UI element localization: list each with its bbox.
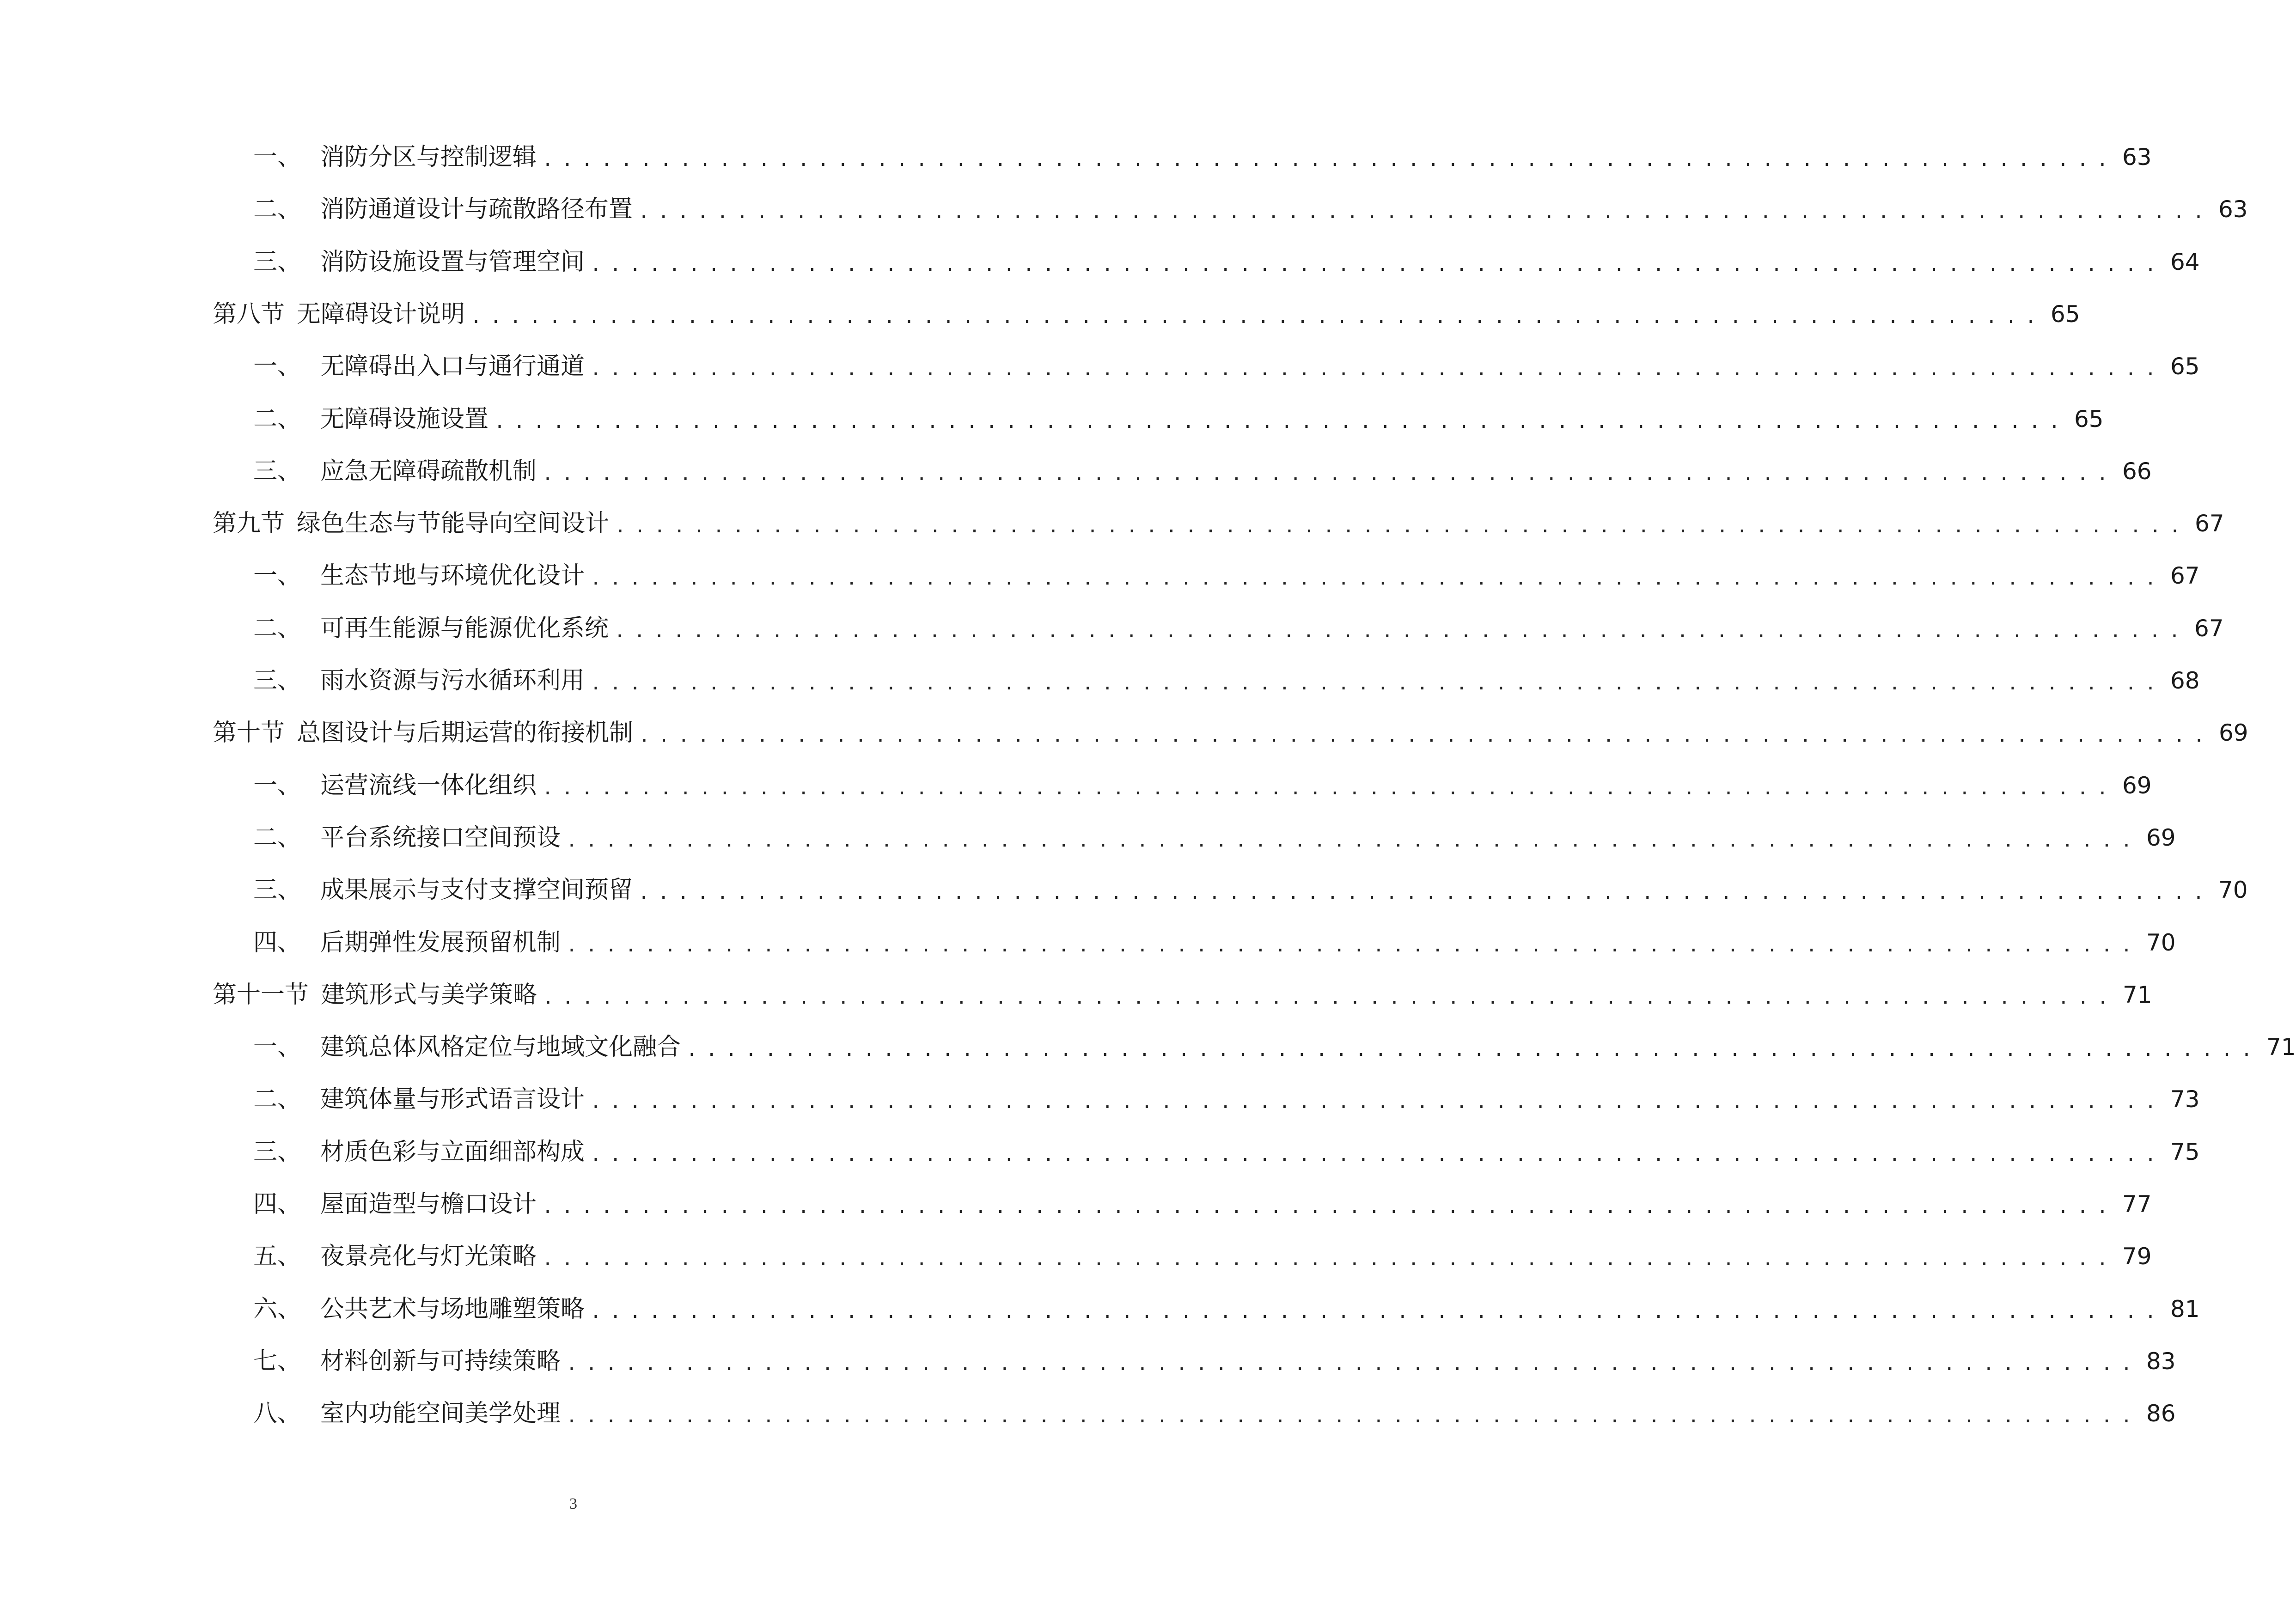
toc-entry-title: 平台系统接口空间预设: [320, 823, 561, 852]
toc-dot-leader: ................................................................................: [494, 411, 2069, 433]
toc-entry-number: 一、: [253, 1033, 302, 1061]
toc-subsection-entry[interactable]: [253, 1079, 2200, 1120]
toc-entry-page: 70: [2218, 877, 2248, 904]
toc-entry-number: 二、: [253, 823, 302, 852]
toc-entry-page: 66: [2122, 457, 2152, 485]
toc-dot-leader: ................................................................................: [638, 882, 2213, 904]
toc-section-entry[interactable]: [213, 712, 2248, 754]
toc-entry-title: 室内功能空间美学处理: [320, 1400, 561, 1428]
toc-subsection-entry[interactable]: [253, 189, 2248, 230]
toc-dot-leader: ................................................................................: [543, 987, 2117, 1008]
toc-entry-number: 二、: [253, 614, 302, 642]
toc-entry-number: 四、: [253, 928, 302, 957]
toc-entry-page: 68: [2170, 667, 2200, 694]
toc-subsection-entry[interactable]: [253, 1236, 2152, 1277]
toc-entry-title: 后期弹性发展预留机制: [320, 928, 561, 957]
toc-entry-title: 应急无障碍疏散机制: [320, 457, 537, 485]
toc-entry-number: 一、: [253, 562, 302, 590]
toc-entry-number: 二、: [253, 405, 302, 433]
toc-entry-title: 材质色彩与立面细部构成: [320, 1138, 585, 1166]
toc-entry-page: 65: [2170, 353, 2200, 380]
toc-entry-page: 65: [2074, 405, 2104, 433]
toc-subsection-entry[interactable]: [253, 922, 2176, 963]
toc-entry-number: 七、: [253, 1347, 302, 1375]
toc-entry-number: 第十节: [213, 719, 285, 747]
toc-entry-title: 建筑体量与形式语言设计: [320, 1085, 585, 1114]
toc-dot-leader: ................................................................................: [542, 149, 2117, 171]
toc-entry-title: 总图设计与后期运营的衔接机制: [297, 719, 634, 747]
toc-entry-number: 第八节: [213, 300, 285, 328]
toc-dot-leader: ................................................................................: [566, 934, 2141, 956]
toc-subsection-entry[interactable]: [253, 1288, 2200, 1330]
toc-dot-leader: ................................................................................: [590, 1091, 2165, 1113]
toc-entry-title: 可再生能源与能源优化系统: [320, 614, 609, 642]
toc-dot-leader: ................................................................................: [542, 777, 2117, 799]
toc-subsection-entry[interactable]: [253, 555, 2200, 597]
toc-subsection-entry[interactable]: [253, 608, 2224, 649]
toc-entry-page: 86: [2146, 1400, 2176, 1427]
toc-dot-leader: ................................................................................: [542, 1196, 2117, 1218]
toc-section-entry[interactable]: [213, 974, 2152, 1016]
toc-entry-page: 69: [2218, 719, 2248, 747]
toc-entry-number: 三、: [253, 667, 302, 695]
toc-entry-title: 材料创新与可持续策略: [320, 1347, 561, 1375]
toc-subsection-entry[interactable]: [253, 1026, 2296, 1068]
toc-entry-title: 公共艺术与场地雕塑策略: [320, 1295, 585, 1323]
toc-entry-page: 70: [2146, 929, 2176, 956]
toc-dot-leader: ................................................................................: [639, 725, 2213, 747]
toc-entry-page: 69: [2146, 824, 2176, 851]
toc-entry-title: 无障碍设计说明: [297, 300, 465, 328]
toc-entry-title: 建筑总体风格定位与地域文化融合: [320, 1033, 681, 1061]
toc-entry-page: 67: [2194, 615, 2224, 642]
toc-entry-title: 消防设施设置与管理空间: [320, 248, 585, 276]
toc-entry-title: 建筑形式与美学策略: [321, 981, 537, 1009]
toc-entry-page: 79: [2122, 1243, 2152, 1270]
toc-dot-leader: ................................................................................: [590, 673, 2165, 694]
toc-entry-number: 六、: [253, 1295, 302, 1323]
toc-entry-page: 71: [2122, 981, 2152, 1008]
toc-entry-page: 83: [2146, 1347, 2176, 1375]
toc-entry-number: 三、: [253, 876, 302, 904]
toc-entry-page: 63: [2122, 144, 2152, 171]
toc-subsection-entry[interactable]: [253, 1183, 2152, 1225]
toc-dot-leader: ................................................................................: [566, 829, 2141, 851]
toc-subsection-entry[interactable]: [253, 869, 2248, 911]
toc-entry-number: 三、: [253, 248, 302, 276]
toc-entry-page: 71: [2266, 1034, 2296, 1061]
toc-entry-title: 无障碍设施设置: [320, 405, 489, 433]
toc-entry-title: 无障碍出入口与通行通道: [320, 353, 585, 381]
toc-dot-leader: ................................................................................: [470, 306, 2045, 328]
toc-entry-number: 一、: [253, 353, 302, 381]
toc-entry-number: 三、: [253, 1138, 302, 1166]
toc-entry-page: 75: [2170, 1138, 2200, 1165]
toc-entry-page: 63: [2218, 196, 2248, 223]
toc-dot-leader: ................................................................................: [686, 1039, 2261, 1061]
toc-entry-page: 67: [2170, 562, 2200, 590]
toc-dot-leader: ................................................................................: [566, 1406, 2141, 1427]
toc-dot-leader: ................................................................................: [615, 516, 2189, 537]
toc-dot-leader: ................................................................................: [542, 463, 2117, 485]
toc-dot-leader: ................................................................................: [590, 1144, 2165, 1165]
toc-subsection-entry[interactable]: [253, 1341, 2176, 1382]
toc-subsection-entry[interactable]: [253, 346, 2200, 387]
toc-entry-number: 四、: [253, 1190, 302, 1218]
toc-subsection-entry[interactable]: [253, 241, 2200, 283]
toc-entry-number: 五、: [253, 1243, 302, 1271]
toc-entry-number: 第九节: [213, 510, 285, 538]
toc-subsection-entry[interactable]: [253, 817, 2176, 859]
toc-entry-title: 成果展示与支付支撑空间预留: [320, 876, 633, 904]
toc-entry-title: 生态节地与环境优化设计: [320, 562, 585, 590]
toc-subsection-entry[interactable]: [253, 1393, 2176, 1434]
toc-subsection-entry[interactable]: [253, 136, 2152, 178]
toc-entry-title: 消防通道设计与疏散路径布置: [320, 195, 633, 224]
toc-entry-number: 二、: [253, 195, 302, 224]
toc-entry-page: 65: [2050, 300, 2080, 328]
toc-entry-title: 运营流线一体化组织: [320, 771, 537, 799]
toc-subsection-entry[interactable]: [253, 398, 2104, 440]
toc-entry-number: 三、: [253, 457, 302, 485]
toc-dot-leader: ................................................................................: [542, 1249, 2117, 1270]
toc-entry-number: 一、: [253, 143, 302, 171]
toc-entry-title: 绿色生态与节能导向空间设计: [297, 510, 610, 538]
toc-entry-number: 第十一节: [213, 981, 309, 1009]
toc-entry-number: 八、: [253, 1400, 302, 1428]
toc-subsection-entry[interactable]: [253, 660, 2200, 701]
toc-entry-page: 67: [2194, 510, 2224, 537]
toc-entry-page: 81: [2170, 1295, 2200, 1322]
toc-entry-page: 77: [2122, 1191, 2152, 1218]
toc-entry-title: 屋面造型与檐口设计: [320, 1190, 537, 1218]
toc-entry-title: 夜景亮化与灯光策略: [320, 1243, 537, 1271]
toc-section-entry[interactable]: [213, 293, 2080, 335]
toc-entry-title: 消防分区与控制逻辑: [320, 143, 537, 171]
toc-dot-leader: ................................................................................: [566, 1353, 2141, 1375]
toc-dot-leader: ................................................................................: [590, 254, 2165, 275]
toc-entry-title: 雨水资源与污水循环利用: [320, 667, 585, 695]
toc-dot-leader: ................................................................................: [590, 359, 2165, 380]
page-number: 3: [569, 1495, 577, 1512]
toc-dot-leader: ................................................................................: [614, 620, 2189, 642]
toc-dot-leader: ................................................................................: [638, 201, 2213, 223]
toc-entry-page: 64: [2170, 248, 2200, 275]
toc-section-entry[interactable]: [213, 503, 2224, 544]
toc-entry-page: 69: [2122, 772, 2152, 799]
toc-dot-leader: ................................................................................: [590, 568, 2165, 590]
toc-entry-page: 73: [2170, 1086, 2200, 1113]
toc-subsection-entry[interactable]: [253, 765, 2152, 806]
toc-subsection-entry[interactable]: [253, 451, 2152, 492]
toc-dot-leader: ................................................................................: [590, 1301, 2165, 1322]
toc-entry-number: 一、: [253, 771, 302, 799]
toc-subsection-entry[interactable]: [253, 1131, 2200, 1173]
toc-entry-number: 二、: [253, 1085, 302, 1114]
